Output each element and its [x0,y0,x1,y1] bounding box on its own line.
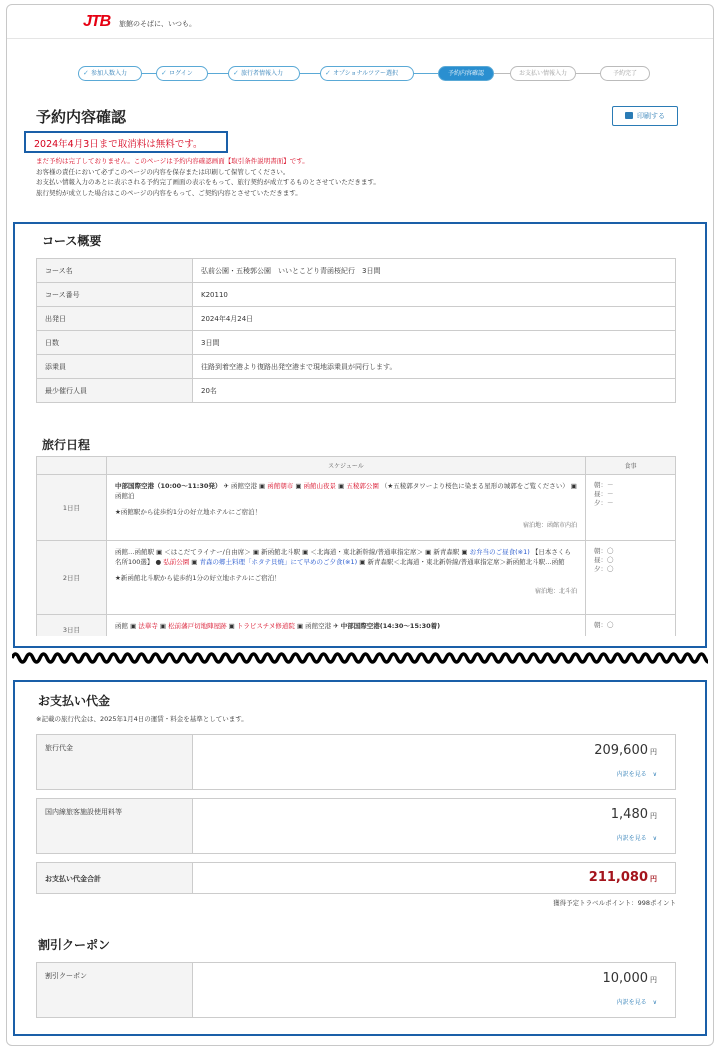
price-row-total [36,862,676,894]
price-row-facility [36,798,676,854]
printer-icon [625,112,633,119]
row-value: 20名 [193,379,676,403]
header-meal: 食事 [586,457,676,475]
travel-points: 獲得予定トラベルポイント：998ポイント [553,899,676,907]
note-line: 旅行契約が成立した場合はこのページの内容をもって、ご契約内容とさせていただきます。 [36,188,302,197]
row-label: 添乗員 [37,355,193,379]
header-schedule: スケジュール [107,457,586,475]
page-title: 予約内容確認 [36,108,127,126]
step-connector [494,73,510,74]
day-schedule: 中部国際空港（10:00～11:30発） ✈ 函館空港 ▣ 函館朝市 ▣ 函館山夜景 ▣ 五稜郭公園 （★五稜郭タワーより桜色に染まる星形の城郭をご覧ください） ▣ 函館泊 ★函館駅から徒歩約1分の好立地ホテルにご宿泊！ 宿泊地：函館市内泊 [107,475,586,541]
price-amount: 1,480 円 [610,807,657,822]
step-login: ✓ ログイン [156,66,208,81]
coupon-label: 割引クーポン [37,963,193,1017]
total-label: お支払い代金合計 [37,863,193,893]
price-label: 旅行代金 [37,735,193,789]
day-schedule: 函館 ▣ 法華寺 ▣ 松前藩戸切地陣屋跡 ▣ トラピスチヌ修道院 ▣ 函館空港 ✈ 中部国際空港(14:30～15:30着) [107,615,586,637]
row-value: 2024年4月24日 [193,307,676,331]
page-break-wave [12,648,708,668]
step-complete: 予約完了 [600,66,650,81]
row-label: 最少催行人員 [37,379,193,403]
coupon-title: 割引クーポン [38,938,111,952]
check-icon: ✓ [161,69,167,77]
step-party-size: ✓ 参加人数入力 [78,66,142,81]
itinerary-title: 旅行日程 [42,438,91,452]
day-meals: 朝：－ 昼：－ 夕：－ [586,475,676,541]
overview-title: コース概要 [42,234,102,248]
day-label: 2日目 [37,541,107,615]
check-icon: ✓ [233,69,239,77]
step-payment-info: お支払い情報入力 [510,66,576,81]
step-connector [142,73,156,74]
table-row [37,355,676,379]
step-traveler-info: ✓ 旅行者情報入力 [228,66,300,81]
table-row [37,283,676,307]
table-row [37,331,676,355]
itinerary-table [36,456,676,636]
step-connector [414,73,438,74]
print-button[interactable]: 印刷する [612,106,678,126]
row-label: コース名 [37,259,193,283]
table-row [37,475,676,541]
payment-title: お支払い代金 [38,694,111,708]
row-value: K20110 [193,283,676,307]
row-label: 日数 [37,331,193,355]
step-connector [576,73,600,74]
price-amount: 209,600 円 [594,743,657,758]
step-optional-tour: ✓ オプショナルツアー選択 [320,66,414,81]
step-confirm: 予約内容確認 [438,66,494,81]
row-label: 出発日 [37,307,193,331]
progress-steps [70,66,670,82]
total-amount: 211,080 円 [588,870,657,885]
coupon-row [36,962,676,1018]
row-value: 往路到着空港より復路出発空港まで現地添乗員が同行します。 [193,355,676,379]
price-row-travel [36,734,676,790]
itinerary-clip [15,436,705,636]
step-connector [300,73,320,74]
price-label: 国内線旅客施設使用料等 [37,799,193,853]
note-line: お客様の責任において必ずこのページの内容を保存または印刷して保管してください。 [36,167,290,176]
table-header-row [37,457,676,475]
header-day [37,457,107,475]
day-meals: 朝：〇 [586,615,676,637]
row-value: 弘前公園・五稜郭公園 いいとこどり青函桜紀行 3日間 [193,259,676,283]
day-schedule: 函館…函館駅 ▣ ＜はこだてライナー/自由席＞ ▣ 新函館北斗駅 ▣ ＜北海道・東北新幹線/普通車指定席＞ ▣ 新青森駅 ▣ お弁当のご昼食(※1) 【日本さくら名所100選】 ● 弘前公園 ▣ 青森の郷土料理「ホタテ貝焼」にて早めのご夕食(※1) ▣ 新青森駅＜北海道・東北新幹線/普通車指定席＞新函館北斗駅…函館 ★新函館北斗駅から徒歩約1分の好立地ホテルにご宿泊！ 宿泊地：北斗泊 [107,541,586,615]
day-label: 1日目 [37,475,107,541]
day-label: 3日目 [37,615,107,637]
table-row [37,307,676,331]
table-row [37,541,676,615]
note-line: お支払い情報入力のあとに表示される予約完了画面の表示をもって、旅行契約が成立するものとさせていただきます。 [36,178,380,186]
tagline: 旅館のそばに、いつも。 [119,20,196,28]
row-label: コース番号 [37,283,193,307]
payment-note: ※記載の旅行代金は、2025年1月4日の運賃・料金を基準としています。 [36,715,248,723]
jtb-logo[interactable]: JTB [83,13,111,30]
site-header [7,5,713,39]
cancel-free-notice: 2024年4月3日まで取消料は無料です。 [34,139,203,150]
table-row [37,379,676,403]
table-row [37,259,676,283]
table-row [37,615,676,637]
coupon-amount: 10,000 円 [602,971,657,986]
breakdown-link[interactable]: 内訳を見る ∨ [616,771,657,778]
breakdown-link[interactable]: 内訳を見る ∨ [616,999,657,1006]
row-value: 3日間 [193,331,676,355]
note-line: まだ予約は完了しておりません。このページは予約内容確認画面【取引条件説明書面】です。 [36,157,309,165]
breakdown-link[interactable]: 内訳を見る ∨ [616,835,657,842]
step-connector [208,73,228,74]
check-icon: ✓ [325,69,331,77]
day-meals: 朝：〇 昼：〇 夕：〇 [586,541,676,615]
check-icon: ✓ [83,69,89,77]
reservation-notes [36,156,380,198]
overview-table [36,258,676,403]
